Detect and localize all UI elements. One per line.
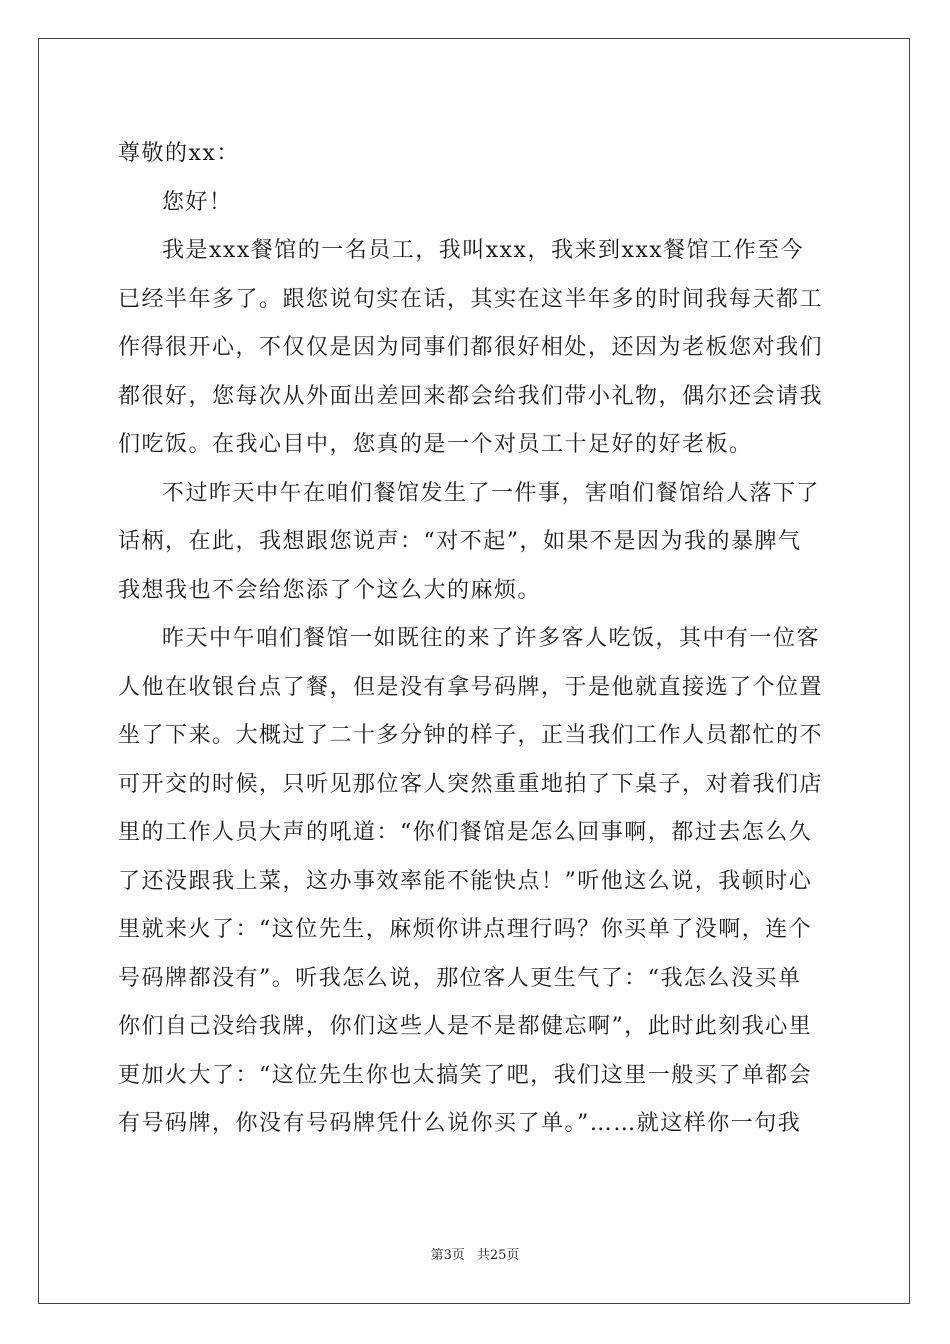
paragraph-line: 不过昨天中午在咱们餐馆发生了一件事，害咱们餐馆给人落下了 [162, 480, 821, 506]
paragraph-line: 有号码牌，你没有号码牌凭什么说你买了单。”……就这样你一句我 [118, 1111, 802, 1136]
paragraph-line: 昨天中午咱们餐馆一如既往的来了许多客人吃饭，其中有一位客 [162, 626, 821, 651]
paragraph-line: 更加火大了：“这位先生你也太搞笑了吧，我们这里一般买了单都会 [118, 1062, 813, 1088]
paragraph-line: 里就来火了：“这位先生，麻烦你讲点理行吗？你买单了没啊，连个 [118, 917, 813, 942]
paragraph-line: 们吃饭。在我心目中，您真的是一个对员工十足好的好老板。 [118, 432, 753, 457]
paragraph-line: 话柄，在此，我想跟您说声：“对不起”，如果不是因为我的暴脾气 [118, 529, 802, 554]
greeting-line: 您好！ [162, 189, 233, 215]
paragraph-line: 作得很开心，不仅仅是因为同事们都很好相处，还因为老板您对我们 [118, 335, 824, 360]
page-number: 第3页 [430, 1248, 465, 1263]
paragraph-line: 都很好，您每次从外面出差回来都会给我们带小礼物，偶尔还会请我 [118, 383, 824, 409]
paragraph-line: 人他在收银台点了餐，但是没有拿号码牌，于是他就直接选了个位置 [118, 674, 824, 700]
paragraph-line: 我想我也不会给您添了个这么大的麻烦。 [118, 577, 542, 603]
paragraph-line: 坐了下来。大概过了二十多分钟的样子，正当我们工作人员都忙的不 [118, 723, 824, 748]
paragraph-line: 已经半年多了。跟您说句实在话，其实在这半年多的时间我每天都工 [118, 286, 824, 312]
paragraph-line: 号码牌都没有”。听我怎么说，那位客人更生气了：“我怎么没买单 [118, 965, 802, 991]
paragraph-line: 里的工作人员大声的吼道：“你们餐馆是怎么回事啊，都过去怎么久 [118, 820, 813, 845]
paragraph-line: 可开交的时候，只听见那位客人突然重重地拍了下桌子，对着我们店 [118, 771, 824, 797]
document-body [118, 130, 834, 1149]
paragraph-line: 我是xxx餐馆的一名员工，我叫xxx，我来到xxx餐馆工作至今 [162, 238, 805, 263]
salutation-line: 尊敬的xx： [118, 141, 240, 166]
page-total: 共25页 [476, 1248, 520, 1263]
page-footer [0, 1244, 950, 1263]
paragraph-line: 了还没跟我上菜，这办事效率能不能快点！”听他这么说，我顿时心 [118, 868, 813, 894]
paragraph-line: 你们自己没给我牌，你们这些人是不是都健忘啊”，此时此刻我心里 [118, 1014, 813, 1039]
